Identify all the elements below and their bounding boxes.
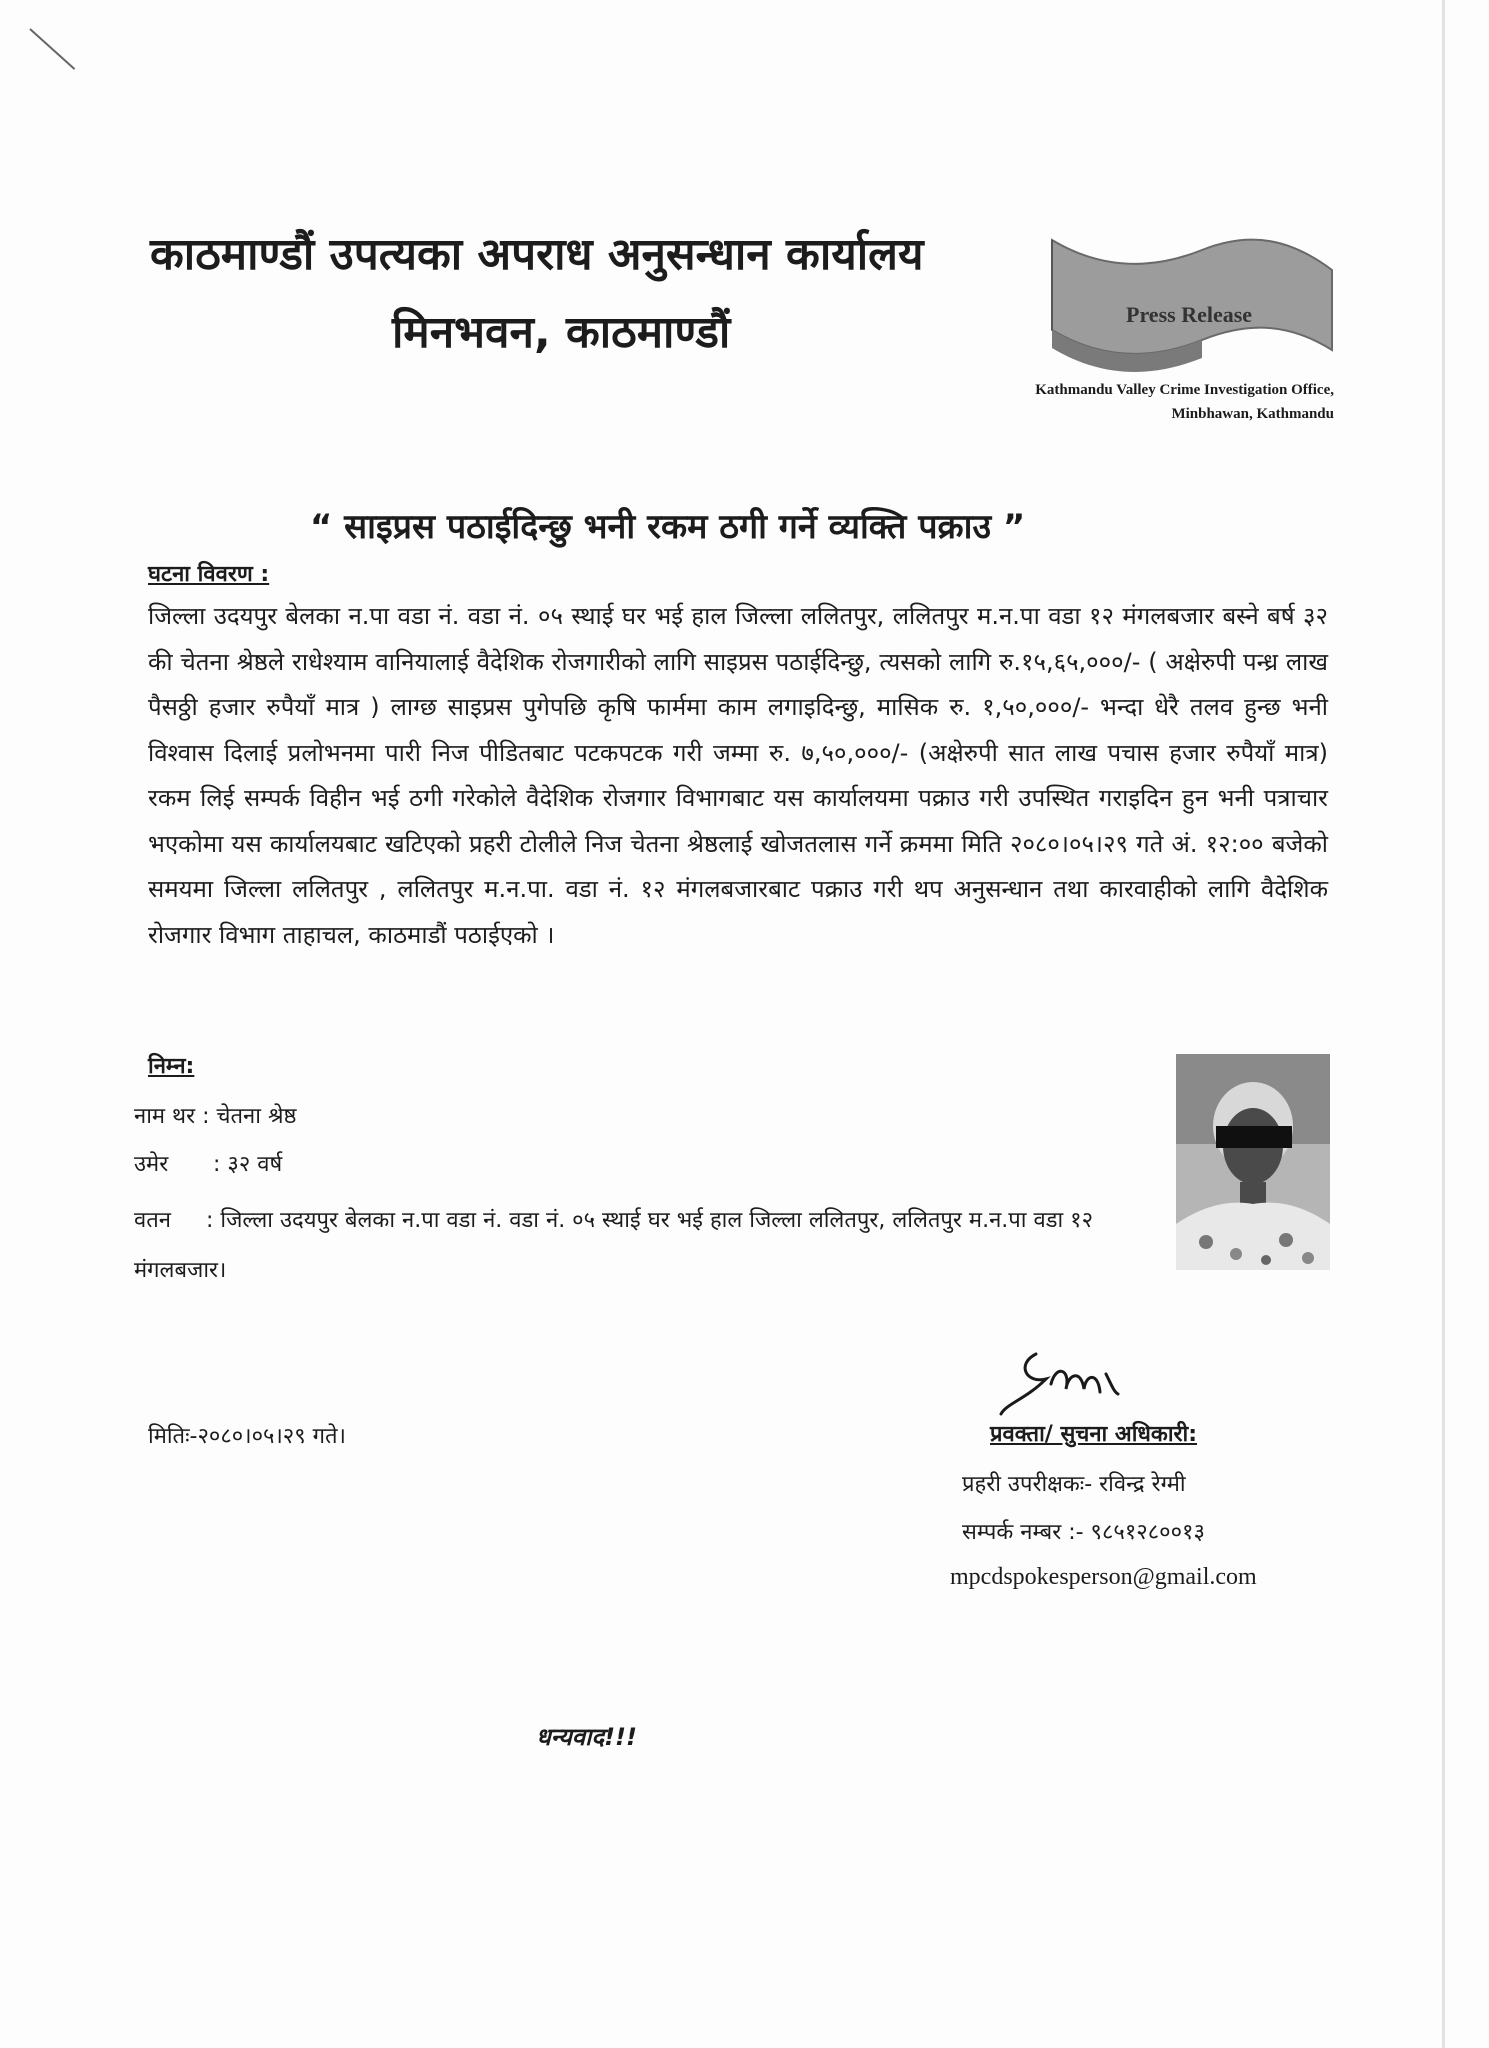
age-label: उमेर: [134, 1152, 169, 1177]
office-name: काठमाण्डौं उपत्यका अपराध अनुसन्धान कार्यालय: [150, 229, 924, 280]
age-value: : ३२ वर्ष: [213, 1152, 283, 1177]
name-row: [134, 1100, 296, 1130]
name-value: चेतना श्रेष्ठ: [216, 1104, 297, 1129]
spokesperson-title: प्रवक्ता/ सुचना अधिकारी:: [990, 1422, 1198, 1447]
incident-body: जिल्ला उदयपुर बेलका न.पा वडा नं. वडा नं. ०५ स्थाई घर भई हाल जिल्ला ललितपुर, ललितपुर म.न.पा वडा १२ मंगलबजार बस्ने बर्ष ३२ की चेतना श्रेष्ठले राधेश्याम वानियालाई वैदेशिक रोजगारीको लागि साइप्रस पठाईदिन्छु, त्यसको लागि रु.१५,६५,०००/- ( अक्षेरुपी पन्ध्र लाख पैसठ्ठी हजार रुपैयाँ मात्र ) लाग्छ साइप्रस पुगेपछि कृषि फार्ममा काम लगाइदिन्छु, मासिक रु. १,५०,०००/- भन्दा धेरै तलव हुन्छ भनी विश्वास दिलाई प्रलोभनमा पारी निज पीडितबाट पटकपटक गरी जम्मा रु. ७,५०,०००/- (अक्षेरुपी सात लाख पचास हजार रुपैयाँ मात्र) रकम लिई सम्पर्क विहीन भई ठगी गरेकोले वैदेशिक रोजगार विभागबाट यस कार्यालयमा पक्राउ गरी उपस्थित गराइदिन हुन भनी पत्राचार भएकोमा यस कार्यालयबाट खटिएको प्रहरी टोलीले निज चेतना श्रेष्ठलाई खोजतलास गर्ने क्रममा मिति २०८०।०५।२९ गते अं. १२:०० बजेको समयमा जिल्ला ललितपुर , ललितपुर म.न.पा. वडा नं. १२ मंगलबजारबाट पक्राउ गरी थप अनुसन्धान तथा कारवाहीको लागि वैदेशिक रोजगार विभाग ताहाचल, काठमाडौं पठाईएको ।: [148, 602, 1328, 949]
press-release-label: Press Release: [1126, 302, 1253, 327]
suspect-photo: [1176, 1054, 1330, 1270]
address-value: : जिल्ला उदयपुर बेलका न.पा वडा नं. वडा नं. ०५ स्थाई घर भई हाल जिल्ला ललितपुर, ललितपुर म.न.पा वडा १२ मंगलबजार।: [134, 1208, 1094, 1283]
english-office-name: Kathmandu Valley Crime Investigation Office,: [1035, 382, 1334, 398]
office-location: मिनभवन, काठमाण्डौं: [392, 307, 731, 358]
headline: “ साइप्रस पठाईदिन्छु भनी रकम ठगी गर्ने व्यक्ति पक्राउ ”: [310, 507, 1026, 547]
email-address[interactable]: mpcdspokesperson@gmail.com: [950, 1564, 1257, 1590]
address-row: [134, 1196, 1144, 1296]
officer-name: प्रहरी उपरीक्षकः- रविन्द्र रेग्मी: [962, 1472, 1186, 1497]
thank-you: धन्यवाद!!!: [536, 1723, 637, 1751]
details-heading: निम्न:: [148, 1054, 195, 1079]
age-row: [134, 1148, 282, 1178]
signature: [996, 1344, 1196, 1424]
name-label: नाम थर :: [134, 1104, 210, 1129]
release-date: मितिः-२०८०।०५।२९ गते।: [148, 1424, 346, 1449]
scan-mark: [29, 28, 75, 70]
contact-number: सम्पर्क नम्बर :- ९८५१२८००१३: [962, 1520, 1205, 1545]
page-edge: [1442, 0, 1445, 2048]
english-office-location: Minbhawan, Kathmandu: [1171, 406, 1334, 422]
incident-heading: घटना विवरण :: [148, 562, 270, 587]
address-label: वतन: [134, 1208, 171, 1233]
